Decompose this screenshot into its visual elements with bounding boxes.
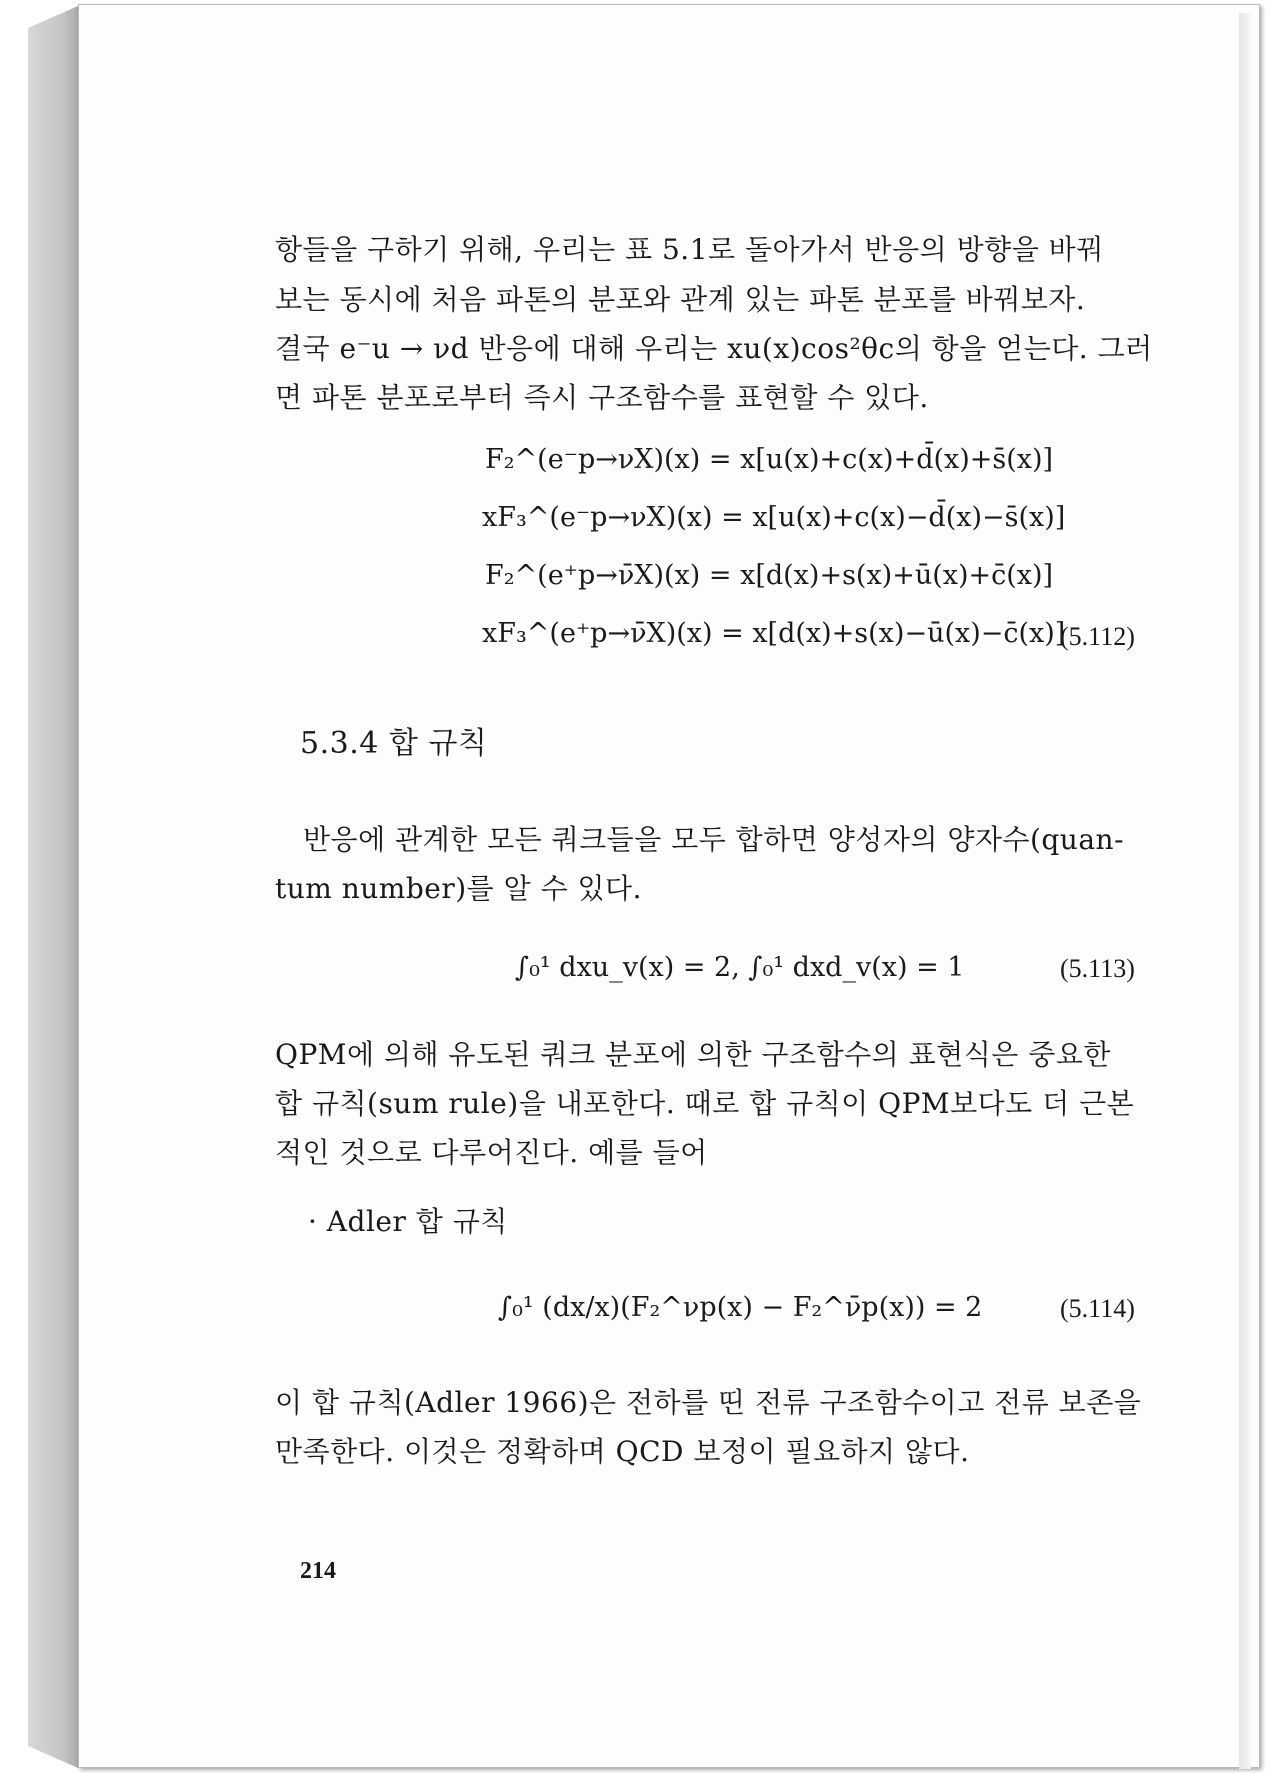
paragraph-line: tum number)를 알 수 있다. <box>275 872 642 905</box>
equation-line: xF₃^(e⁺p→ν̄X)(x) = x[d(x)+s(x)−ū(x)−c̄(x)] <box>482 618 1066 649</box>
paragraph-line: QPM에 의해 유도된 쿼크 분포에 의한 구조함수의 표현식은 중요한 <box>275 1038 1111 1071</box>
paragraph-line: 이 합 규칙(Adler 1966)은 전하를 띤 전류 구조함수이고 전류 보존을 <box>275 1386 1142 1419</box>
paragraph-line: 합 규칙(sum rule)을 내포한다. 때로 합 규칙이 QPM보다도 더 근본 <box>275 1087 1135 1120</box>
paragraph-line: 적인 것으로 다루어진다. 예를 들어 <box>275 1136 708 1169</box>
page-number: 214 <box>300 1558 336 1584</box>
equation-line: ∫₀¹ dxu_v(x) = 2, ∫₀¹ dxd_v(x) = 1 <box>515 952 965 983</box>
equation-number: (5.114) <box>1060 1294 1135 1323</box>
paragraph-line: 보는 동시에 처음 파톤의 분포와 관계 있는 파톤 분포를 바꿔보자. <box>275 283 1086 316</box>
paragraph-line: 항들을 구하기 위해, 우리는 표 5.1로 돌아가서 반응의 방향을 바꿔 <box>275 233 1104 266</box>
page-edge <box>1239 13 1251 1769</box>
equation-line: xF₃^(e⁻p→νX)(x) = x[u(x)+c(x)−d̄(x)−s̄(x)] <box>482 502 1066 533</box>
paragraph-line: 만족한다. 이것은 정확하며 QCD 보정이 필요하지 않다. <box>275 1435 970 1468</box>
section-heading: 5.3.4 합 규칙 <box>300 726 488 761</box>
paragraph-line: 면 파톤 분포로부터 즉시 구조함수를 표현할 수 있다. <box>275 381 929 414</box>
equation-line: F₂^(e⁻p→νX)(x) = x[u(x)+c(x)+d̄(x)+s̄(x)] <box>485 444 1054 475</box>
paragraph-line: 반응에 관계한 모든 쿼크들을 모두 합하면 양성자의 양자수(quan- <box>303 823 1125 856</box>
book-spine <box>28 6 78 1768</box>
equation-number: (5.112) <box>1060 622 1135 651</box>
bullet-item: · Adler 합 규칙 <box>308 1205 508 1238</box>
equation-number: (5.113) <box>1060 954 1135 983</box>
paragraph-line: 결국 e⁻u → νd 반응에 대해 우리는 xu(x)cos²θc의 항을 얻는다. 그러 <box>275 332 1153 365</box>
equation-line: ∫₀¹ (dx/x)(F₂^νp(x) − F₂^ν̄p(x)) = 2 <box>498 1292 983 1323</box>
equation-line: F₂^(e⁺p→ν̄X)(x) = x[d(x)+s(x)+ū(x)+c̄(x)] <box>485 560 1054 591</box>
